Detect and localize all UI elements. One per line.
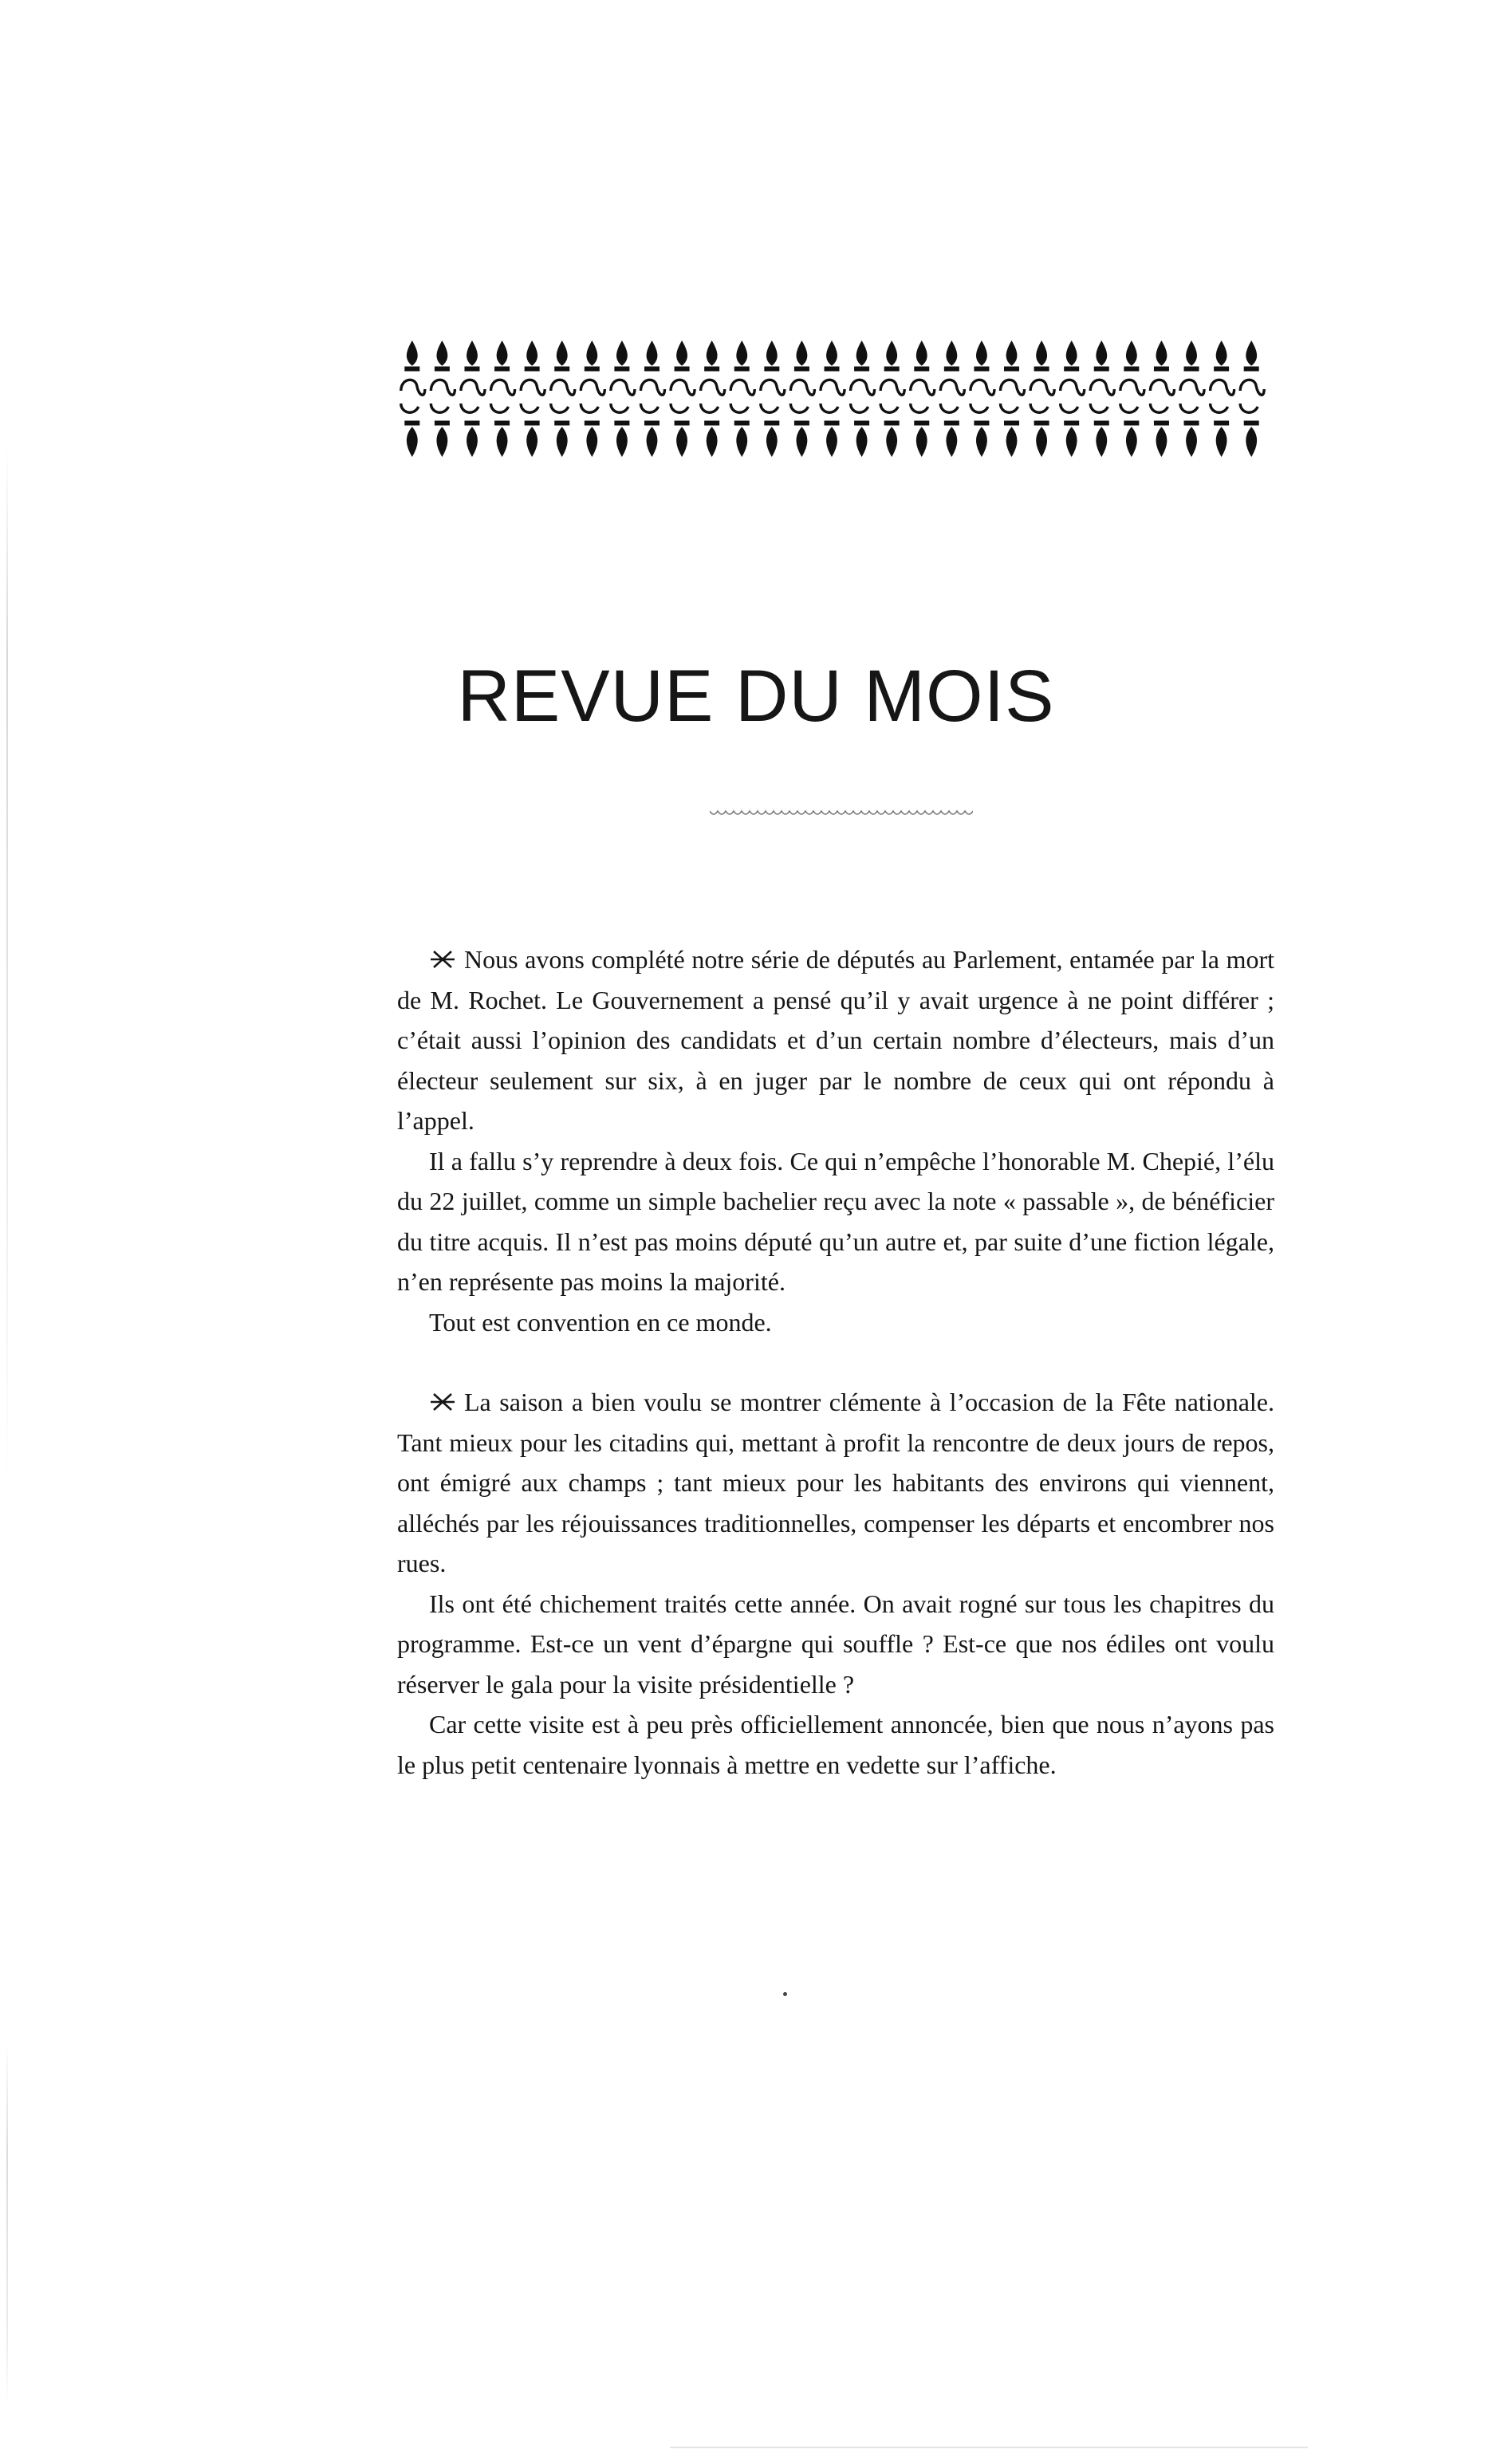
- ornament-band: [397, 340, 1266, 459]
- section-spacer: [397, 1342, 1274, 1382]
- paragraph: [397, 1584, 1274, 1705]
- fleuron-ornament: [1061, 341, 1085, 456]
- fleuron-ornament: [761, 341, 785, 456]
- scan-bottom-mark: [670, 2447, 1308, 2448]
- fleuron-ornament: [1120, 341, 1144, 456]
- asterism-icon: [429, 1392, 456, 1412]
- fleuron-ornament: [1211, 341, 1234, 456]
- fleuron-ornament: [1001, 341, 1025, 456]
- paragraph: [397, 1382, 1274, 1584]
- paragraph-text: La saison a bien voulu se montrer clémente à l’occasion de la Fête nationale. Tant mieux pour les citadins qui, mettant à profit la rencontre de deux jours de repos, ont émigré aux champs ; tant mieux pour les habitants des environs qui viennent, alléchés par les réjouissances traditionnelles, compenser les départs et encombrer nos rues.: [397, 1388, 1274, 1577]
- paragraph-text: Ils ont été chichement traités cette année. On avait rogné sur tous les chapitres du programme. Est-ce un vent d’épargne qui souffle ? Est-ce que nos édiles ont voulu réserver le gala pour la visite présidentielle ?: [397, 1589, 1274, 1699]
- paragraph-text: Nous avons complété notre série de députés au Parlement, entamée par la mort de M. Rochet. Le Gouvernement a pensé qu’il y avait urgence à ne point différer ; c’était aussi l’opinion des candidats et d’un certain nombre d’électeurs, mais d’un électeur seulement sur six, à en juger par le nombre de ceux qui ont répondu à l’appel.: [397, 945, 1274, 1135]
- fleuron-ornament: [1090, 341, 1114, 456]
- fleuron-ornament: [521, 341, 545, 456]
- fleuron-ornament: [1240, 341, 1264, 456]
- paragraph-text: Tout est convention en ce monde.: [429, 1307, 772, 1337]
- fleuron-ornament: [1030, 341, 1054, 456]
- paragraph-text: Il a fallu s’y reprendre à deux fois. Ce qui n’empêche l’honorable M. Chepié, l’élu du 22 juillet, comme un simple bachelier reçu avec la note « passable », de bénéficier du titre acquis. Il n’est pas moins député qu’un autre et, par suite d’une fiction légale, n’en représente pas moins la majorité.: [397, 1146, 1274, 1296]
- scan-edge-mark: [6, 447, 8, 1483]
- paragraph: [397, 939, 1274, 1141]
- asterism-icon: [429, 949, 456, 970]
- fleuron-ornament: [491, 341, 515, 456]
- paragraph: [397, 1302, 1274, 1343]
- paragraph-text: Car cette visite est à peu près officiellement annoncée, bien que nous n’ayons pas le plus petit centenaire lyonnais à mettre en vedette sur l’affiche.: [397, 1710, 1274, 1779]
- fleuron-ornament: [1180, 341, 1204, 456]
- fleuron-ornament: [640, 341, 664, 456]
- fleuron-ornament: [581, 341, 604, 456]
- fleuron-ornament: [940, 341, 964, 456]
- fleuron-ornament: [851, 341, 875, 456]
- fleuron-ornament: [1150, 341, 1174, 456]
- article-body: [397, 939, 1274, 1785]
- page-title: REVUE DU MOIS: [457, 656, 1055, 737]
- fleuron-ornament: [431, 341, 455, 456]
- scan-edge-mark: [6, 2042, 8, 2408]
- fleuron-ornament: [971, 341, 994, 456]
- paragraph: [397, 1704, 1274, 1785]
- fleuron-ornament: [611, 341, 635, 456]
- title-underline-ornament: [710, 807, 973, 818]
- fleuron-ornament: [671, 341, 695, 456]
- fleuron-ornament: [401, 341, 425, 456]
- fleuron-ornament: [880, 341, 904, 456]
- scan-speck: [783, 1992, 787, 1996]
- fleuron-ornament: [911, 341, 935, 456]
- paragraph: [397, 1141, 1274, 1302]
- fleuron-ornament: [701, 341, 725, 456]
- fleuron-ornament: [790, 341, 814, 456]
- fleuron-ornament: [821, 341, 845, 456]
- fleuron-ornament: [730, 341, 754, 456]
- fleuron-ornament: [551, 341, 575, 456]
- fleuron-ornament: [461, 341, 485, 456]
